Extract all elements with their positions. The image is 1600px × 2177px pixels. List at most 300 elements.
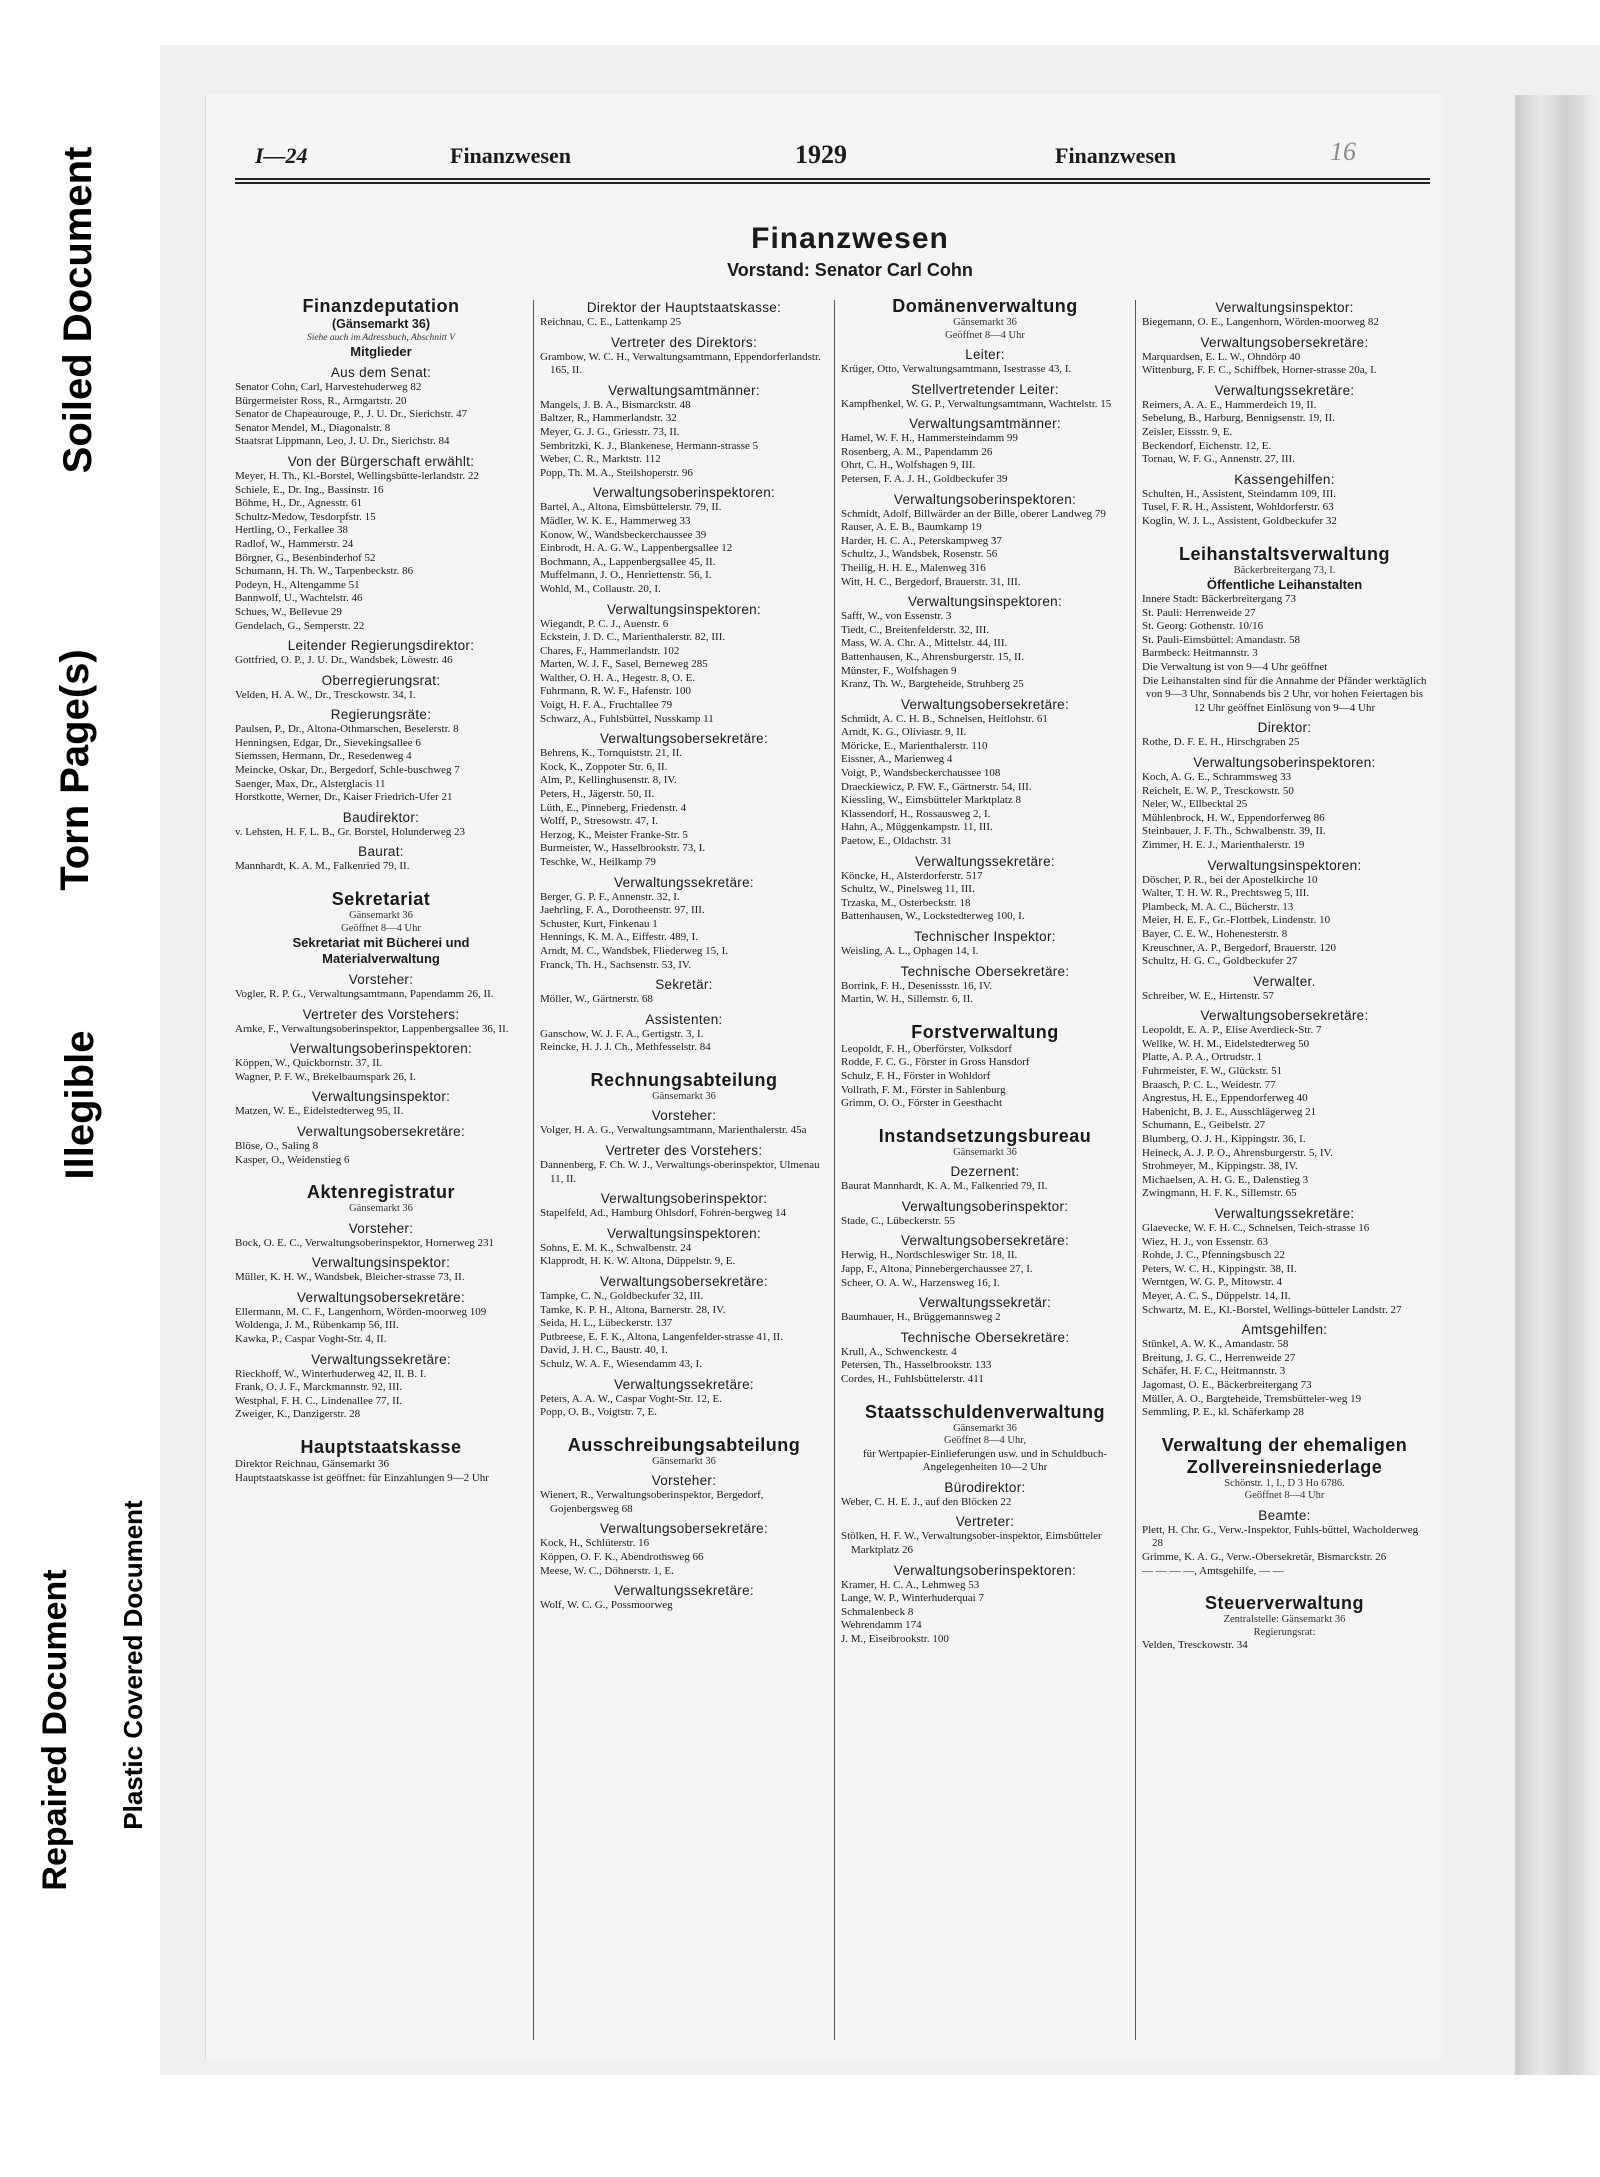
role-heading: Verwaltungsinspektor: (1215, 300, 1354, 315)
column-2 (540, 295, 828, 2050)
directory-entry: Scheer, O. A. W., Harzensweg 16, I. (841, 1276, 1000, 1289)
directory-entry: Strohmeyer, M., Kippingstr. 38, IV. (1142, 1160, 1298, 1173)
directory-entry: Mädler, W. K. E., Hammerweg 33 (540, 514, 691, 527)
directory-entry: Konow, W., Wandsbeckerchaussee 39 (540, 528, 707, 541)
directory-entry: Krüger, Otto, Verwaltungsamtmann, Isestrasse 43, I. (841, 363, 1072, 375)
directory-entry: Köppen, W., Quickbornstr. 37, II. (235, 1057, 383, 1070)
directory-entry: Schultz, J., Wandsbek, Rosenstr. 56 (841, 548, 998, 561)
directory-entry: Harder, H. C. A., Peterskampweg 37 (841, 534, 1002, 547)
section-address: Gänsemarkt 36 (953, 1146, 1017, 1158)
role-heading: Technische Obersekretäre: (900, 963, 1070, 979)
directory-entry: Leopoldt, F. H., Oberförster, Volksdorf (841, 1042, 1012, 1055)
directory-entry: Peters, A. A. W., Caspar Voght-Str. 12, E. (540, 1392, 723, 1405)
directory-entry: Reichnau, C. E., Lattenkamp 25 (540, 316, 682, 328)
column-divider (834, 300, 835, 2040)
directory-entry: Schultz-Medow, Tesdorpfstr. 15 (235, 510, 376, 523)
directory-entry: Senator Mendel, M., Diagonalstr. 8 (235, 421, 391, 434)
directory-entry: Peters, W. C. H., Kippingstr. 38, II. (1142, 1262, 1297, 1275)
directory-entry: Lange, W. P., Winterhuderquai 7 (841, 1592, 984, 1605)
column-divider (533, 300, 534, 2040)
directory-entry: Weber, C. H. E. J., auf den Blöcken 22 (841, 1495, 1012, 1508)
role-heading: Verwaltungsobersekretäre: (1200, 334, 1369, 350)
role-heading: Verwaltungsoberinspektor: (901, 1198, 1069, 1214)
role-heading: Vertreter des Vorstehers: (605, 1143, 763, 1159)
directory-entry: Die Verwaltung ist von 9—4 Uhr geöffnet (1142, 661, 1328, 673)
header-rule-top (235, 178, 1430, 180)
directory-entry: Werntgen, W. G. P., Mitowstr. 4 (1142, 1276, 1282, 1289)
role-heading: Stellvertretender Leiter: (911, 381, 1059, 397)
role-heading: Verwaltungsobersekretäre: (599, 731, 769, 747)
directory-entry: Schues, W., Bellevue 29 (235, 605, 342, 618)
section-address: Geöffnet 8—4 Uhr (945, 329, 1025, 341)
column-4 (1142, 295, 1427, 2050)
role-heading: Verwaltungssekretäre: (1214, 1206, 1355, 1221)
directory-entry: Horstkotte, Werner, Dr., Kaiser Friedrich-Ufer 21 (235, 791, 453, 804)
directory-entry: Kiessling, W., Eimsbütteler Marktplatz 8 (841, 794, 1021, 807)
directory-entry: Vogler, R. P. G., Verwaltungsamtmann, Papendamm 26, II. (235, 988, 494, 1001)
role-heading: Verwaltungsobersekretäre: (1200, 1008, 1369, 1024)
section-address: Gänsemarkt 36 (652, 1090, 716, 1102)
page-number: I—24 (255, 143, 308, 168)
directory-entry: Franck, Th. H., Sachsenstr. 53, IV. (540, 958, 692, 971)
role-heading: Verwaltungsamtmänner: (909, 416, 1061, 432)
directory-entry: Schuster, Kurt, Finkenau 1 (540, 917, 658, 930)
directory-entry: Rodde, F. C. G., Förster in Gross Hansdorf (841, 1056, 1030, 1069)
directory-entry: Müller, A. O., Bargteheide, Tremsbütteler-weg 19 (1142, 1392, 1362, 1405)
directory-entry: Draeckiewicz, P. FW. F., Gärtnerstr. 54, III. (841, 780, 1032, 793)
directory-entry: Borrink, F. H., Desenissstr. 16, IV. (841, 979, 993, 992)
directory-entry: Semmling, P. E., kl. Schäferkamp 28 (1142, 1406, 1304, 1419)
directory-entry: St. Georg: Gothenstr. 10/16 (1142, 620, 1264, 633)
section-address: Gänsemarkt 36 (349, 1203, 413, 1215)
directory-entry: Döscher, P. R., bei der Apostelkirche 10 (1142, 873, 1318, 886)
directory-entry: Bannwolf, U., Wachtelstr. 46 (235, 592, 363, 605)
directory-entry: Meier, H. E. F., Gr.-Flottbek, Lindenstr. 10 (1142, 914, 1331, 927)
subsection-heading: Öffentliche Leihanstalten (1206, 577, 1363, 593)
header-rule-bottom (235, 182, 1430, 184)
section-title: Domänenverwaltung (892, 296, 1078, 316)
directory-entry: Beckendorf, Eichenstr. 12, E. (1142, 439, 1272, 452)
section-title: Steuerverwaltung (1204, 1593, 1365, 1614)
role-heading: Verwaltungssekretäre: (1214, 382, 1355, 398)
directory-entry: Westphal, F. H. C., Lindenallee 77, II. (235, 1394, 403, 1407)
directory-entry: Paulsen, P., Dr., Altona-Othmarschen, Beselerstr. 8 (235, 723, 459, 736)
section-note: Siehe auch im Adressbuch, Abschnitt V (306, 333, 456, 343)
directory-entry: Börgner, G., Besenbinderhof 52 (235, 551, 376, 564)
directory-entry: Zeisler, Eissstr. 9, E. (1142, 425, 1233, 438)
directory-entry: Köncke, H., Alsterdorferstr. 517 (841, 869, 983, 882)
role-heading: Vorsteher: (651, 1473, 717, 1489)
directory-entry: Wiez, H. J., von Essenstr. 63 (1142, 1235, 1269, 1248)
subsection-heading: Sekretariat mit Bücherei und Materialverwaltung (292, 935, 470, 967)
directory-entry: Meyer, A. C. S., Düppelstr. 14, II. (1142, 1289, 1291, 1302)
directory-entry: Kawka, P., Caspar Voght-Str. 4, II. (235, 1333, 387, 1346)
role-heading: Verwaltungsinspektor: (311, 1255, 451, 1271)
role-heading: Verwaltungsobersekretäre: (296, 1289, 466, 1305)
role-heading: Oberregierungsrat: (321, 672, 441, 688)
directory-entry: Mass, W. A. Chr. A., Mittelstr. 44, III. (841, 637, 1008, 650)
directory-entry: Saenger, Max, Dr., Alsterglacis 11 (235, 777, 386, 790)
section-title: Finanzdeputation (302, 296, 460, 316)
directory-entry: Habenicht, B. J. E., Ausschlägerweg 21 (1142, 1105, 1317, 1118)
directory-entry: Platte, A. P. A., Ortrudstr. 1 (1142, 1051, 1263, 1064)
directory-entry: Siemssen, Hermann, Dr., Resedenweg 4 (235, 750, 412, 763)
directory-entry: Wehrendamm 174 (841, 1619, 922, 1632)
directory-entry: Barmbeck: Heitmannstr. 3 (1142, 647, 1258, 660)
directory-entry: Rieckhoff, W., Winterhuderweg 42, II. B. I. (235, 1367, 427, 1380)
directory-entry: Sebelung, B., Harburg, Bennigsenstr. 19, II. (1142, 412, 1335, 425)
directory-entry: — — — —, Amtsgehilfe, — — (1142, 1564, 1284, 1577)
directory-entry: Kock, H., Schlüterstr. 16 (540, 1537, 650, 1550)
directory-entry: Schmidt, Adolf, Billwärder an der Bille, oberer Landweg 79 (841, 507, 1106, 520)
directory-entry: Herzog, K., Meister Franke-Str. 5 (540, 828, 688, 841)
role-heading: Amtsgehilfen: (1241, 1322, 1328, 1338)
directory-entry: Cordes, H., Fuhlsbüttelerstr. 411 (841, 1373, 984, 1385)
directory-entry: Kasper, O., Weidenstieg 6 (235, 1153, 350, 1166)
role-heading: Verwaltungsobersekretäre: (599, 1521, 769, 1537)
role-heading: Assistenten: (645, 1011, 723, 1027)
directory-entry: Schulz, W. A. F., Wiesendamm 43, I. (540, 1357, 702, 1370)
directory-entry: Schulten, H., Assistent, Steindamm 109, III. (1142, 487, 1337, 500)
directory-entry: Weisling, A. L., Ophagen 14, I. (841, 945, 979, 957)
directory-entry: Hertling, O., Ferkallee 38 (235, 524, 349, 537)
section-title: Rechnungsabteilung (590, 1069, 778, 1090)
directory-entry: Schmidt, A. C. H. B., Schnelsen, Heitlohstr. 61 (841, 712, 1048, 725)
directory-entry: Grambow, W. C. H., Verwaltungsamtmann, Eppendorferlandstr. 165, II. (540, 350, 821, 377)
directory-entry: Alm, P., Kellinghusenstr. 8, IV. (540, 774, 677, 787)
directory-entry: Reichelt, E. W. P., Tresckowstr. 50 (1142, 784, 1294, 797)
header-year: 1929 (795, 140, 847, 169)
directory-entry: Innere Stadt: Bäckerbreitergang 73 (1142, 593, 1297, 606)
role-heading: Verwaltungssekretäre: (915, 853, 1055, 869)
directory-entry: Lüth, E., Pinneberg, Friedenstr. 4 (540, 801, 687, 814)
directory-entry: Wagner, P. F. W., Brekelbaumspark 26, I. (235, 1070, 416, 1083)
directory-entry: Leopoldt, E. A. P., Elise Averdieck-Str. 7 (1142, 1024, 1322, 1037)
directory-entry: Muffelmann, J. O., Henriettenstr. 56, I. (540, 569, 712, 582)
directory-entry: Kreuschner, A. P., Bergedorf, Brauerstr. 120 (1142, 941, 1336, 954)
directory-entry: Wellke, W. H. M., Eidelstedterweg 50 (1142, 1037, 1310, 1050)
role-heading: Leitender Regierungsdirektor: (287, 638, 475, 654)
directory-entry: Matzen, W. E., Eidelstedterweg 95, II. (235, 1105, 404, 1118)
directory-entry: Schreiber, W. E., Hirtenstr. 57 (1142, 989, 1274, 1002)
directory-entry: Frank, O. J. F., Marckmannstr. 92, III. (235, 1381, 403, 1394)
directory-entry: Mannhardt, K. A. M., Falkenried 79, II. (235, 860, 410, 873)
section-address: Geöffnet 8—4 Uhr, (944, 1435, 1026, 1447)
directory-entry: Tiedt, C., Breitenfelderstr. 32, III. (841, 623, 990, 636)
directory-entry: Trzaska, M., Osterbeckstr. 18 (841, 896, 971, 909)
directory-entry: Stünkel, A. W. K., Amandastr. 58 (1142, 1338, 1289, 1351)
directory-entry: Voigt, H. F. A., Fruchtallee 79 (540, 699, 673, 712)
section-title: Sekretariat (331, 889, 431, 910)
directory-entry: Marquardsen, E. L. W., Ohndörp 40 (1142, 350, 1301, 363)
directory-entry: David, J. H. C., Baustr. 40, I. (540, 1344, 668, 1357)
role-heading: Leiter: (965, 347, 1005, 362)
role-heading: Aus dem Senat: (330, 365, 432, 380)
role-heading: Verwaltungsinspektoren: (607, 601, 761, 617)
role-heading: Beamte: (1258, 1507, 1311, 1523)
role-heading: Baurat: (358, 844, 404, 860)
directory-entry: Ohrt, C. H., Wolfshagen 9, III. (841, 459, 976, 472)
role-heading: Verwaltungsobersekretäre: (296, 1124, 466, 1139)
directory-entry: Baurat Mannhardt, K. A. M., Falkenried 79, II. (841, 1180, 1048, 1193)
directory-entry: Bock, O. E. C., Verwaltungsoberinspektor, Hornerweg 231 (235, 1236, 495, 1249)
role-heading: Verwaltungsobersekretäre: (900, 1233, 1070, 1249)
column-divider (1135, 300, 1136, 2040)
directory-entry: Seida, H. L., Lübeckerstr. 137 (540, 1317, 673, 1330)
role-heading: Verwaltungssekretäre: (614, 1376, 754, 1392)
directory-entry: Zwingmann, H. F. K., Sillemstr. 65 (1142, 1187, 1297, 1200)
directory-entry: Stapelfeld, Ad., Hamburg Ohlsdorf, Fohren-bergweg 14 (540, 1207, 787, 1220)
book-page-edge (1515, 95, 1600, 2075)
role-heading: Direktor der Hauptstaatskasse: (586, 300, 782, 315)
label-plastic-covered-document: Plastic Covered Document (118, 1500, 148, 1830)
directory-entry: Witt, H. C., Bergedorf, Brauerstr. 31, III. (841, 575, 1021, 588)
directory-entry: Neler, W., Ellbecktal 25 (1142, 798, 1248, 811)
directory-entry: Arndt, M. C., Wandsbek, Fliederweg 15, I. (540, 944, 729, 957)
directory-entry: Burmeister, W., Hasselbrookstr. 73, I. (540, 842, 706, 855)
directory-entry: Meyer, H. Th., Kl.-Borstel, Wellingsbütte-lerlandstr. 22 (235, 469, 479, 482)
directory-entry: Tamke, K. P. H., Altona, Barnerstr. 28, IV. (540, 1303, 726, 1316)
directory-entry: Stölken, H. F. W., Verwaltungsober-inspektor, Eimsbütteler Marktplatz 26 (841, 1530, 1102, 1556)
directory-entry: Arndt, K. G., Oliviastr. 9, II. (841, 726, 967, 739)
directory-entry: Schulz, F. H., Förster in Wohldorf (841, 1069, 991, 1082)
directory-entry: Rosenberg, A. M., Papendamm 26 (841, 445, 993, 458)
directory-entry: Arnke, F., Verwaltungsoberinspektor, Lappenbergsallee 36, II. (235, 1022, 509, 1035)
directory-entry: Staatsrat Lippmann, Leo, J. U. Dr., Sierichstr. 84 (235, 435, 450, 448)
directory-entry: Putbreese, E. F. K., Altona, Langenfelder-strasse 41, II. (540, 1330, 783, 1343)
notice-paragraph: für Wertpapier-Einlieferungen usw. und in Schuldbuch-Angelegenheiten 10—2 Uhr (862, 1447, 1108, 1474)
subsection-heading: Mitglieder (350, 344, 412, 359)
section-title: Leihanstaltsverwaltung (1178, 543, 1391, 564)
role-heading: Verwaltungssekretär: (918, 1295, 1052, 1311)
directory-entry: Klassendorf, H., Rossausweg 2, I. (841, 807, 991, 820)
directory-entry: Senator de Chapeaurouge, P., J. U. Dr., Sierichstr. 47 (235, 408, 468, 421)
directory-entry: Eckstein, J. D. C., Marienthalerstr. 82, III. (540, 631, 726, 644)
section-title: Forstverwaltung (911, 1021, 1059, 1042)
directory-entry: Herwig, H., Nordschleswiger Str. 18, II. (841, 1249, 1018, 1262)
directory-entry: Voigt, P., Wandsbeckerchaussee 108 (841, 767, 1001, 780)
directory-entry: Direktor Reichnau, Gänsemarkt 36 (235, 1458, 389, 1471)
directory-entry: J. M., Eiseibrookstr. 100 (841, 1632, 949, 1645)
directory-entry: Martin, W. H., Sillemstr. 6, II. (841, 993, 973, 1006)
directory-entry: Rothe, D. F. E. H., Hirschgraben 25 (1142, 736, 1300, 749)
directory-entry: Behrens, K., Tornquiststr. 21, II. (540, 747, 683, 760)
directory-entry: Plett, H. Chr. G., Verw.-Inspektor, Fuhls-büttel, Wacholderweg 28 (1142, 1523, 1419, 1550)
directory-entry: Köppen, O. F. K., Abendrothsweg 66 (540, 1551, 704, 1564)
directory-entry: Weber, C. R., Marktstr. 112 (540, 453, 661, 466)
directory-entry: Böhme, H., Dr., Agnesstr. 61 (235, 497, 363, 510)
directory-entry: Tampke, C. N., Goldbeckufer 32, III. (540, 1290, 704, 1302)
directory-entry: Grimme, K. A. G., Verw.-Obersekretär, Bismarckstr. 26 (1142, 1550, 1387, 1563)
section-title: Instandsetzungsbureau (878, 1125, 1092, 1146)
directory-entry: Glaevecke, W. F. H. C., Schnelsen, Teich-strasse 16 (1142, 1222, 1370, 1234)
page-title: Finanzwesen (751, 222, 949, 255)
directory-entry: Petersen, F. A. J. H., Goldbeckufer 39 (841, 472, 1008, 485)
directory-entry: Jagomast, O. E., Bäckerbreitergang 73 (1142, 1378, 1312, 1391)
role-heading: Verwaltungsinspektoren: (908, 594, 1062, 610)
directory-entry: Blöse, O., Saling 8 (235, 1140, 319, 1152)
directory-entry: Jaehrling, F. A., Dorotheenstr. 97, III. (540, 904, 705, 917)
directory-entry: Battenhausen, K., Ahrensburgerstr. 15, II. (841, 650, 1025, 663)
page-subtitle: Vorstand: Senator Carl Cohn (727, 260, 973, 280)
directory-entry: Reincke, H. J. J. Ch., Methfesselstr. 84 (540, 1041, 711, 1054)
role-heading: Vorsteher: (348, 972, 414, 988)
directory-entry: Stade, C., Lübeckerstr. 55 (841, 1214, 955, 1227)
directory-entry: Braasch, P. C. L., Weidestr. 77 (1142, 1078, 1276, 1091)
directory-entry: Chares, F., Hammerlandstr. 102 (540, 644, 680, 657)
directory-entry: Podeyn, H., Altengamme 51 (235, 578, 360, 591)
header-right-section: Finanzwesen (1055, 143, 1176, 168)
directory-entry: Wiegandt, P. C. J., Auenstr. 6 (540, 617, 669, 630)
role-heading: Vertreter: (955, 1514, 1015, 1530)
directory-entry: Schiele, E., Dr. Ing., Bassinstr. 16 (235, 483, 384, 496)
directory-entry: Walther, O. H. A., Hegestr. 8, O. E. (540, 671, 696, 684)
label-illegible: Illegible (58, 1030, 102, 1180)
directory-entry: Schwarz, A., Fuhlsbüttel, Nusskamp 11 (540, 712, 714, 725)
directory-entry: Schäfer, H. F. C., Heitmannstr. 3 (1142, 1365, 1286, 1378)
role-heading: Direktor: (1257, 720, 1312, 736)
directory-entry: Koglin, W. J. L., Assistent, Goldbeckufer 32 (1142, 514, 1337, 527)
role-heading: Vorsteher: (348, 1220, 414, 1236)
section-address: Geöffnet 8—4 Uhr (341, 922, 421, 934)
role-heading: Sekretär: (655, 977, 713, 993)
directory-entry: Mangels, J. B. A., Bismarckstr. 48 (540, 398, 691, 411)
directory-entry: Mühlenbrock, H. W., Eppendorferweg 86 (1142, 811, 1325, 824)
role-heading: Verwaltungsinspektoren: (607, 1225, 761, 1241)
condition-labels-panel (0, 40, 160, 2080)
section-address: Regierungsrat: (1253, 1626, 1316, 1638)
section-address: Gänsemarkt 36 (953, 1422, 1017, 1434)
directory-entry: Hauptstaatskasse ist geöffnet: für Einzahlungen 9—2 Uhr (235, 1471, 489, 1484)
role-heading: Technische Obersekretäre: (900, 1329, 1070, 1345)
role-heading: Regierungsräte: (330, 707, 432, 723)
role-heading: Verwaltungsoberinspektoren: (1193, 754, 1376, 770)
directory-entry: Velden, Tresckowstr. 34 (1142, 1639, 1248, 1652)
directory-entry: Zweiger, K., Danzigerstr. 28 (235, 1408, 361, 1421)
directory-entry: Popp, Th. M. A., Steilshoperstr. 96 (540, 466, 693, 479)
directory-entry: Schumann, E., Geibelstr. 27 (1142, 1119, 1266, 1132)
directory-entry: St. Pauli-Eimsbüttel: Amandastr. 58 (1142, 633, 1300, 646)
directory-entry: Woldenga, J. M., Rübenkamp 56, III. (235, 1319, 399, 1332)
directory-entry: Battenhausen, W., Lockstedterweg 100, I. (841, 910, 1025, 923)
role-heading: Verwaltungsinspektoren: (1207, 857, 1362, 873)
directory-entry: Gendelach, G., Semperstr. 22 (235, 619, 365, 632)
directory-entry: Schmalenbeck 8 (841, 1605, 914, 1618)
section-address: Zentralstelle: Gänsemarkt 36 (1223, 1614, 1346, 1626)
directory-entry: Grimm, O. O., Förster in Geesthacht (841, 1097, 1002, 1110)
directory-entry: Baumhauer, H., Brüggemannsweg 2 (841, 1311, 1001, 1324)
directory-entry: Ellermann, M. C. F., Langenhorn, Wörden-moorweg 109 (235, 1305, 487, 1318)
handwritten-page-mark: 16 (1330, 137, 1356, 166)
directory-entry: Bochmann, A., Lappenbergsallee 45, II. (540, 555, 716, 568)
directory-entry: St. Pauli: Herrenweide 27 (1142, 606, 1256, 619)
directory-entry: Kampfhenkel, W. G. P., Verwaltungsamtmann, Wachtelstr. 15 (841, 397, 1112, 410)
label-repaired-document: Repaired Document (36, 1569, 74, 1891)
directory-entry: Wolf, W. C. G., Possmoorweg (540, 1599, 673, 1612)
directory-entry: Müller, K. H. W., Wandsbek, Bleicher-strasse 73, II. (235, 1271, 465, 1284)
role-heading: Vertreter des Vorstehers: (302, 1006, 460, 1022)
directory-entry: Eissner, A., Marienweg 4 (841, 753, 953, 766)
directory-entry: Walter, T. H. W. R., Prechtsweg 5, III. (1142, 887, 1310, 900)
role-heading: Verwaltungsoberinspektor: (600, 1191, 768, 1207)
directory-entry: Schultz, W., Pinelsweg 11, III. (841, 883, 975, 896)
directory-entry: Kock, K., Zoppoter Str. 6, II. (540, 760, 668, 773)
label-soiled-document: Soiled Document (56, 146, 100, 474)
directory-entry: Kranz, Th. W., Bargteheide, Struhberg 25 (841, 678, 1024, 691)
directory-entry: Krull, A., Schwenckestr. 4 (841, 1345, 957, 1358)
directory-entry: Sohns, E. M. K., Schwalbenstr. 24 (540, 1241, 692, 1254)
section-address: Schönstr. 1, I., D 3 Ho 6786. (1224, 1477, 1345, 1489)
role-heading: Technischer Inspektor: (914, 929, 1056, 944)
directory-entry: Breitung, J. G. C., Herrenweide 27 (1142, 1351, 1296, 1364)
role-heading: Dezernent: (950, 1164, 1020, 1180)
column-1 (235, 295, 527, 2050)
directory-entry: Schumann, H. Th. W., Tarpenbeckstr. 86 (235, 565, 414, 578)
role-heading: Verwaltungsoberinspektoren: (289, 1041, 473, 1057)
directory-entry: Tusel, F. R. H., Assistent, Wohldorferstr. 63 (1142, 501, 1334, 514)
directory-entry: Wohld, M., Collaustr. 20, I. (540, 582, 661, 595)
role-heading: Verwaltungssekretäre: (311, 1351, 451, 1367)
directory-entry: Fuhrmann, R. W. F., Hafenstr. 100 (540, 685, 691, 698)
directory-entry: Dannenberg, F. Ch. W. J., Verwaltungs-oberinspektor, Ulmenau 11, II. (540, 1159, 820, 1185)
directory-entry: Safft, W., von Essenstr. 3 (841, 610, 952, 623)
section-address: Geöffnet 8—4 Uhr (1244, 1490, 1325, 1502)
header-left-section: Finanzwesen (450, 143, 571, 168)
role-heading: Verwaltungsoberinspektoren: (893, 491, 1077, 507)
section-title: Ausschreibungsabteilung (567, 1434, 801, 1455)
section-title: Staatsschuldenverwaltung (864, 1401, 1106, 1422)
directory-entry: Hamel, W. F. H., Hammersteindamm 99 (841, 432, 1018, 445)
section-address: Gänsemarkt 36 (349, 910, 413, 922)
directory-entry: v. Lehsten, H. F. L. B., Gr. Borstel, Holunderweg 23 (235, 825, 465, 838)
directory-entry: Baltzer, R., Hammerlandstr. 32 (540, 412, 677, 425)
directory-entry: Rauser, A. E. B., Baumkamp 19 (841, 521, 982, 534)
role-heading: Vertreter des Direktors: (611, 334, 757, 350)
role-heading: Verwalter. (1253, 973, 1316, 989)
directory-entry: Michaelsen, A. H. G. E., Dalenstieg 3 (1142, 1173, 1309, 1186)
column-3 (841, 295, 1129, 2050)
role-heading: Verwaltungsoberinspektoren: (592, 485, 776, 501)
role-heading: Verwaltungsobersekretäre: (900, 696, 1070, 712)
directory-entry: Bürgermeister Ross, R., Armgartstr. 20 (235, 394, 407, 407)
directory-entry: Ganschow, W. J. F. A., Gertigstr. 3, I. (540, 1027, 704, 1040)
directory-entry: Wittenburg, F. F. C., Schiffbek, Horner-strasse 20a, I. (1142, 364, 1377, 377)
directory-entry: Plambeck, M. A. C., Bücherstr. 13 (1142, 900, 1294, 913)
directory-entry: Zimmer, H. E. J., Marienthalerstr. 19 (1142, 838, 1305, 851)
directory-entry: Kramer, H. C. A., Lehmweg 53 (841, 1578, 980, 1591)
directory-entry: Münster, F., Wolfshagen 9 (841, 664, 957, 677)
section-address: Gänsemarkt 36 (652, 1455, 716, 1467)
notice-paragraph: Die Leihanstalten sind für die Annahme der Pfänder werktäglich von 9—3 Uhr, Sonnabends bis 2 Uhr, vor hohen Feiertagen bis 12 Uhr geöffnet Einlösung von 9—4 Uhr (1142, 674, 1427, 714)
directory-entry: Möricke, E., Marienthalerstr. 110 (841, 739, 988, 752)
role-heading: Baudirektor: (342, 809, 420, 825)
directory-entry: Fuhrmeister, F. W., Glückstr. 51 (1142, 1065, 1283, 1078)
directory-entry: Bartel, A., Altona, Eimsbüttelerstr. 79, II. (540, 501, 722, 514)
directory-entry: Angrestus, H. E., Eppendorferweg 40 (1142, 1092, 1308, 1105)
section-title: Verwaltung der ehemaligen Zollvereinsniederlage (1161, 1434, 1408, 1477)
directory-entry: Meese, W. C., Döhnerstr. 1, E. (540, 1564, 674, 1577)
directory-entry: Senator Cohn, Carl, Harvestehuderweg 82 (235, 381, 422, 393)
directory-entry: Berger, G. P. F., Annenstr. 32, I. (540, 890, 680, 903)
directory-entry: Radlof, W., Hammerstr. 24 (235, 537, 354, 550)
directory-entry: Peters, H., Jägerstr. 50, II. (540, 788, 655, 801)
directory-entry: Wolff, P., Stresowstr. 47, I. (540, 815, 659, 828)
directory-entry: Einbrodt, H. A. G. W., Lappenbergsallee 12 (540, 542, 733, 555)
directory-entry: Meincke, Oskar, Dr., Bergedorf, Schle-buschweg 7 (235, 764, 460, 777)
role-heading: Kassengehilfen: (1234, 471, 1335, 487)
directory-entry: Volger, H. A. G., Verwaltungsamtmann, Marienthalerstr. 45a (540, 1124, 807, 1137)
role-heading: Verwaltungsinspektor: (311, 1089, 451, 1105)
